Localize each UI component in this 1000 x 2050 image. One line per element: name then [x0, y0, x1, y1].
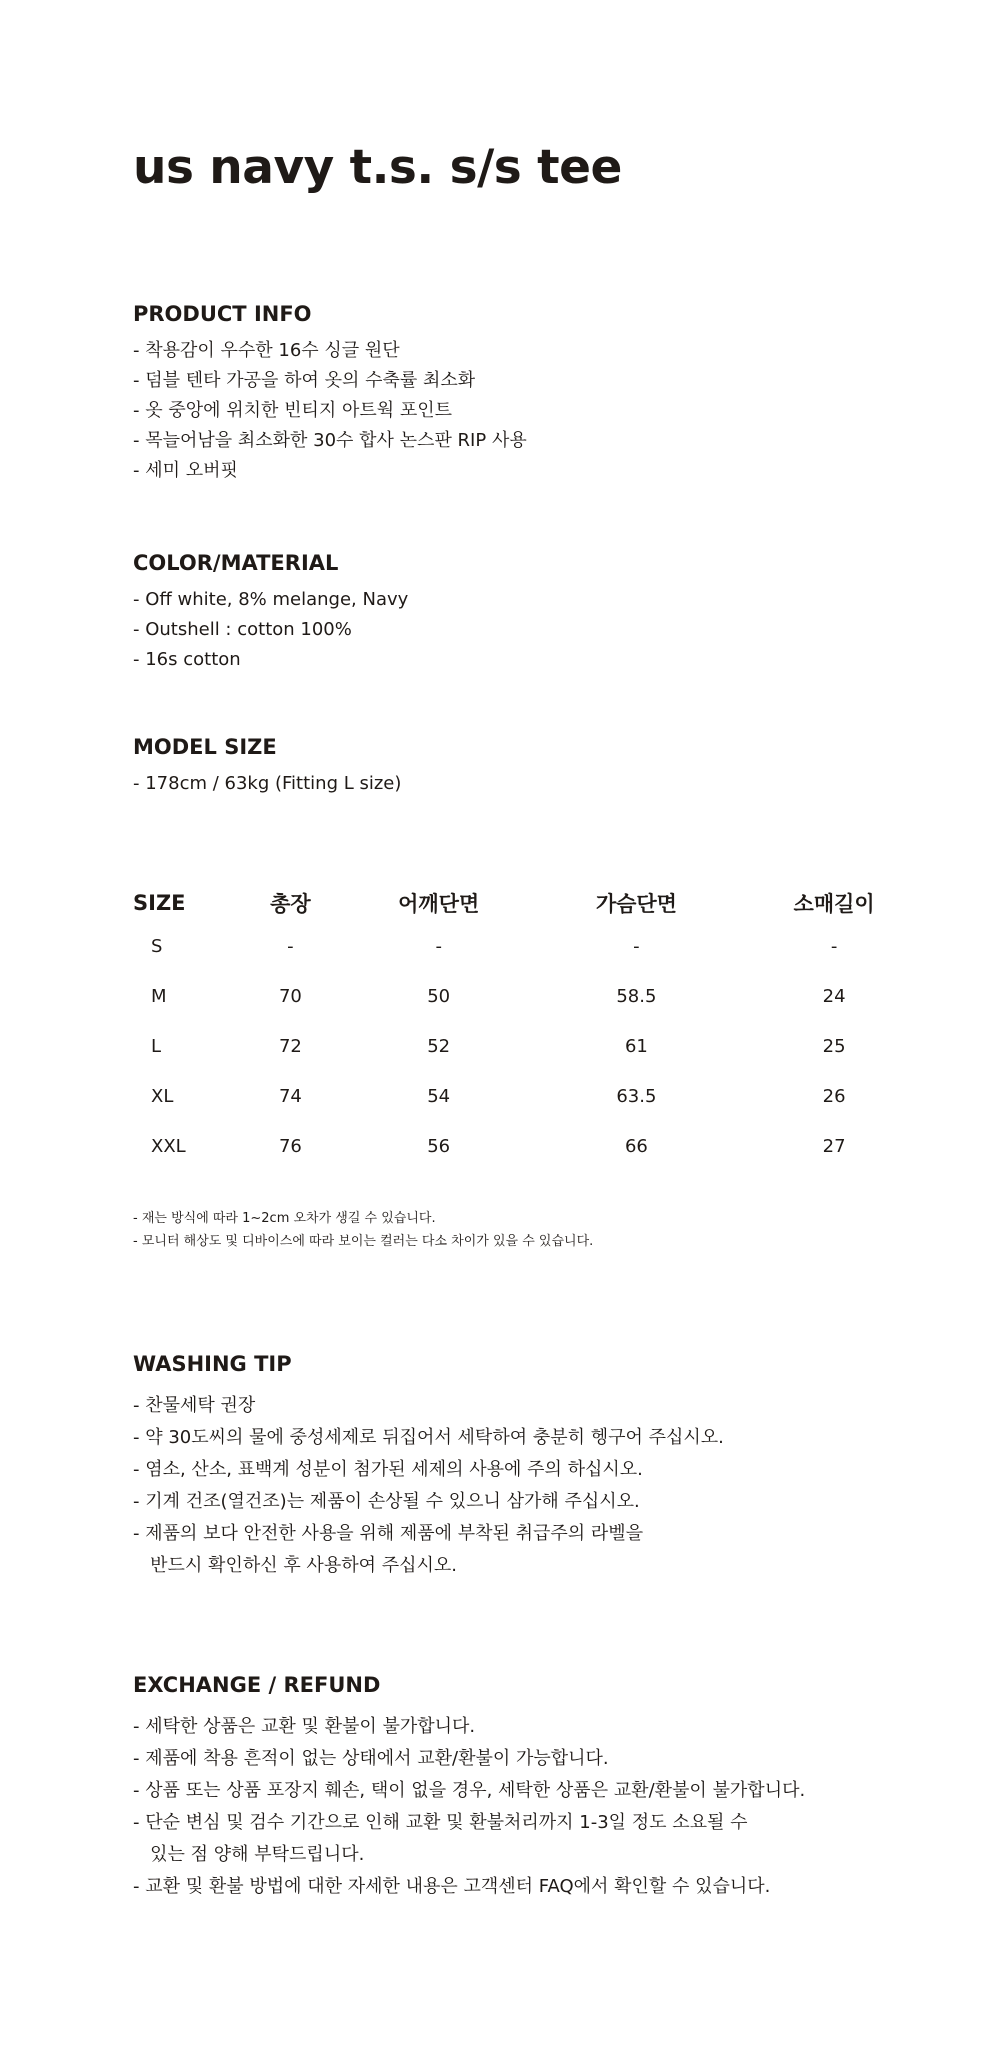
product-info-list — [133, 336, 527, 486]
table-cell: 50 — [427, 985, 451, 1007]
table-row — [133, 921, 933, 971]
exchange-refund-heading: EXCHANGE / REFUND — [133, 1673, 381, 1697]
model-size-section — [133, 735, 401, 799]
table-row — [133, 1071, 933, 1121]
size-table-header-row — [133, 885, 933, 921]
washing-tip-heading: WASHING TIP — [133, 1352, 292, 1376]
table-row — [133, 1021, 933, 1071]
table-cell: 63.5 — [616, 1085, 657, 1107]
list-item: - 교환 및 환불 방법에 대한 자세한 내용은 고객센터 FAQ에서 확인할 수 있습니다. — [133, 1876, 771, 1897]
table-cell: 54 — [427, 1085, 451, 1107]
sleeve-column-header: 소매길이 — [793, 892, 875, 916]
shoulder-column-header: 어깨단면 — [398, 892, 480, 916]
table-cell: - — [633, 935, 640, 957]
product-info-heading: PRODUCT INFO — [133, 302, 312, 326]
chest-column-header: 가슴단면 — [595, 892, 677, 916]
model-size-list — [133, 769, 401, 799]
table-cell: XL — [151, 1085, 174, 1107]
table-cell: 66 — [624, 1135, 648, 1157]
table-cell: 76 — [278, 1135, 302, 1157]
list-item: - 상품 또는 상품 포장지 훼손, 택이 없을 경우, 세탁한 상품은 교환/환불이 불가합니다. — [133, 1780, 806, 1801]
color-material-heading: COLOR/MATERIAL — [133, 551, 339, 575]
product-info-section — [133, 302, 527, 486]
table-cell: 24 — [822, 985, 846, 1007]
list-item: - 착용감이 우수한 16수 싱글 원단 — [133, 340, 400, 361]
list-item: - 세탁한 상품은 교환 및 환불이 불가합니다. — [133, 1716, 476, 1737]
table-cell: 70 — [278, 985, 302, 1007]
table-cell: - — [830, 935, 838, 957]
table-cell: S — [151, 935, 163, 957]
list-item: - 염소, 산소, 표백계 성분이 첨가된 세제의 사용에 주의 하십시오. — [133, 1459, 643, 1480]
list-item: - 옷 중앙에 위치한 빈티지 아트웍 포인트 — [133, 400, 453, 421]
table-cell: 52 — [427, 1035, 451, 1057]
table-cell: 27 — [822, 1135, 846, 1157]
color-material-section — [133, 551, 408, 675]
list-item: - Outshell : cotton 100% — [133, 619, 352, 640]
table-cell: - — [435, 935, 442, 957]
list-item: - Off white, 8% melange, Navy — [133, 589, 409, 610]
exchange-refund-list — [133, 1711, 805, 1903]
table-cell: 25 — [822, 1035, 846, 1057]
table-cell: - — [287, 935, 294, 957]
list-item: - 16s cotton — [133, 649, 241, 670]
table-cell: 72 — [278, 1035, 302, 1057]
list-item: - 약 30도씨의 물에 중성세제로 뒤집어서 세탁하여 충분히 헹구어 주십시오. — [133, 1427, 724, 1448]
list-item: - 단순 변심 및 검수 기간으로 인해 교환 및 환불처리까지 1-3일 정도 소요될 수 — [133, 1812, 748, 1833]
color-material-list — [133, 585, 408, 675]
table-cell: L — [151, 1035, 162, 1057]
table-cell: XXL — [151, 1135, 186, 1157]
table-cell: 74 — [278, 1085, 302, 1107]
size-column-header: SIZE — [133, 891, 186, 915]
list-item: 있는 점 양해 부탁드립니다. — [133, 1844, 365, 1865]
list-item: - 찬물세탁 권장 — [133, 1395, 256, 1416]
length-column-header: 총장 — [270, 892, 311, 916]
list-item: - 기계 건조(열건조)는 제품이 손상될 수 있으니 삼가해 주십시오. — [133, 1491, 640, 1512]
product-title: us navy t.s. s/s tee — [133, 140, 622, 195]
washing-tip-list — [133, 1390, 724, 1582]
size-table — [133, 885, 933, 1171]
table-cell: 26 — [822, 1085, 846, 1107]
table-cell: M — [151, 985, 167, 1007]
table-cell: 56 — [427, 1135, 451, 1157]
list-item: - 178cm / 63kg (Fitting L size) — [133, 773, 402, 794]
list-item: - 목늘어남을 최소화한 30수 합사 논스판 RIP 사용 — [133, 430, 527, 451]
washing-tip-section — [133, 1352, 724, 1582]
table-row — [133, 1121, 933, 1171]
note-item: - 재는 방식에 따라 1~2cm 오차가 생길 수 있습니다. — [133, 1211, 436, 1226]
table-row — [133, 971, 933, 1021]
list-item: - 덤블 텐타 가공을 하여 옷의 수축률 최소화 — [133, 370, 476, 391]
note-item: - 모니터 해상도 및 디바이스에 따라 보이는 컬러는 다소 차이가 있을 수 있습니다. — [133, 1234, 594, 1249]
table-cell: 58.5 — [616, 985, 657, 1007]
table-cell: 61 — [624, 1035, 648, 1057]
list-item: - 제품에 착용 흔적이 없는 상태에서 교환/환불이 가능합니다. — [133, 1748, 609, 1769]
size-notes — [133, 1207, 593, 1253]
list-item: 반드시 확인하신 후 사용하여 주십시오. — [133, 1555, 457, 1576]
model-size-heading: MODEL SIZE — [133, 735, 277, 759]
exchange-refund-section — [133, 1673, 805, 1903]
list-item: - 제품의 보다 안전한 사용을 위해 제품에 부착된 취급주의 라벨을 — [133, 1523, 644, 1544]
list-item: - 세미 오버핏 — [133, 460, 238, 481]
